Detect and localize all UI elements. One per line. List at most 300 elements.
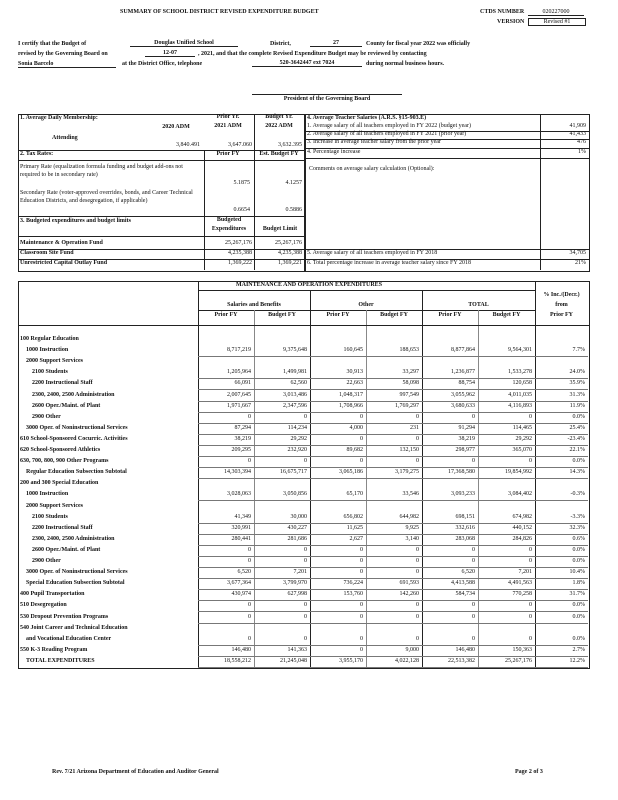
row-cell: 232,920 (287, 447, 307, 453)
cell-rule (535, 567, 588, 568)
cell-rule (422, 401, 478, 402)
cell-rule (310, 378, 366, 379)
cell-rule (254, 667, 310, 668)
cell-rule (478, 378, 535, 379)
cell-rule (478, 356, 535, 357)
row-cell: 691,593 (399, 580, 419, 587)
budgeted-header-2: Expenditures (211, 226, 247, 232)
divider (304, 158, 589, 159)
secondary-rate-est: 0.5886 (285, 207, 302, 213)
cell-rule (535, 389, 588, 390)
cell-rule (310, 623, 366, 624)
row-cell: 1,769,297 (395, 402, 419, 409)
cell-rule (478, 434, 535, 435)
row-cell: 0 (472, 558, 475, 564)
cell-rule (254, 645, 310, 646)
row-label: 540 Joint Career and Technical Education (20, 624, 128, 631)
cell-rule (198, 456, 254, 457)
adm-section-title: 1. Average Daily Membership: (20, 115, 98, 121)
row-cell: 656,802 (343, 513, 363, 520)
row-cell: 3,055,962 (451, 391, 475, 398)
row-cell: 0.0% (572, 635, 585, 642)
cell-rule (366, 356, 422, 357)
cell-rule (310, 467, 366, 468)
row-cell: 2,627 (349, 535, 363, 542)
row-label: 620 School-Sponsored Athletics (20, 447, 101, 453)
cell-rule (310, 589, 366, 590)
row-cell: 3,140 (405, 535, 419, 542)
row-cell: 0.0% (572, 602, 585, 609)
row-cell: 11.9% (569, 402, 585, 409)
divider (18, 216, 305, 217)
capital-fund-exp: 1,369,222 (228, 260, 252, 266)
cert-text-2b: , 2021, and that the complete Revised Expenditure Budget may be reviewed by contacting (198, 51, 427, 57)
pct-header-3: Prior FY (549, 312, 574, 318)
cell-rule (366, 534, 422, 535)
cell-rule (310, 401, 366, 402)
divider (18, 325, 589, 326)
cell-rule (535, 456, 588, 457)
secondary-rate-prior: 0.6654 (233, 207, 250, 213)
cell-rule (366, 423, 422, 424)
adm-2021-value: 3,647.060 (228, 142, 252, 148)
row-label: 2100 Students (32, 369, 68, 376)
total-group-header: TOTAL (468, 302, 489, 308)
row-cell: 280,441 (231, 535, 251, 542)
cell-rule (254, 567, 310, 568)
row-cell: 29,292 (515, 435, 532, 442)
budget-section-title: 3. Budgeted expenditures and budget limits (20, 218, 131, 224)
cell-rule (366, 667, 422, 668)
primary-rate-est: 4.1257 (285, 180, 302, 186)
row-label: 2900 Other (32, 413, 61, 420)
row-cell: 0.0% (572, 458, 585, 465)
row-cell: 4,022,128 (395, 657, 419, 664)
cell-rule (478, 523, 535, 524)
row-cell: 0 (529, 613, 532, 620)
row-label: 3000 Oper. of Noninstructional Services (26, 424, 128, 431)
row-cell: 30,000 (290, 513, 307, 520)
cell-rule (310, 356, 366, 357)
adm-prior-header-1: Prior Yr. (216, 114, 240, 120)
cell-rule (535, 556, 588, 557)
row-label: Special Education Subsection Subtotal (26, 580, 125, 587)
row-cell: 1,205,964 (227, 369, 251, 376)
cell-rule (366, 389, 422, 390)
row-cell: 0 (529, 458, 532, 465)
oth-budget-header: Budget FY (380, 312, 408, 318)
row-cell: 0 (360, 569, 363, 576)
cell-rule (310, 434, 366, 435)
row-cell: 3,680,633 (451, 402, 475, 409)
divider (18, 236, 305, 237)
cert-text-3a: at the District Office, telephone (122, 61, 203, 67)
cell-rule (478, 667, 535, 668)
row-cell: 365,070 (512, 447, 532, 453)
row-cell: 25.4% (569, 424, 585, 431)
row-cell: 150,363 (512, 646, 532, 653)
cell-rule (478, 578, 535, 579)
row-cell: 31.3% (569, 391, 585, 398)
cell-rule (310, 389, 366, 390)
adm-prior-header-2: 2021 ADM (214, 123, 242, 129)
row-cell: 0 (472, 413, 475, 420)
salary-section-title: 4. Average Teacher Salaries (A.R.S. §15-903.E) (307, 115, 427, 121)
cell-rule (422, 534, 478, 535)
salary-row-2: 2. Average salary of all teachers employed in FY 2021 (prior year) (307, 131, 467, 137)
cell-rule (310, 578, 366, 579)
cert-text-1c: County for fiscal year 2022 was officially (366, 41, 471, 47)
tot-prior-header: Prior FY (438, 312, 462, 318)
divider (198, 290, 535, 291)
cell-rule (254, 600, 310, 601)
row-cell: 4,116,893 (508, 402, 532, 409)
sal-prior-header: Prior FY (214, 312, 238, 318)
cell-rule (366, 623, 422, 624)
row-cell: 0 (360, 602, 363, 609)
cell-rule (198, 545, 254, 546)
row-label: 2200 Instructional Staff (32, 524, 93, 531)
cell-rule (310, 600, 366, 601)
cell-rule (310, 645, 366, 646)
cell-rule (198, 556, 254, 557)
cell-rule (198, 645, 254, 646)
cell-rule (366, 478, 422, 479)
row-cell: 0.0% (572, 413, 585, 420)
row-label: 630, 700, 800, 900 Other Programs (20, 458, 109, 465)
row-cell: 19,854,992 (505, 469, 532, 476)
revision-date: 12-07 (145, 50, 195, 57)
cell-rule (366, 556, 422, 557)
cell-rule (198, 467, 254, 468)
row-cell: 160,645 (343, 347, 363, 354)
cell-rule (254, 478, 310, 479)
row-label: 510 Desegregation (20, 602, 67, 609)
cell-rule (366, 589, 422, 590)
row-cell: 4,011,035 (508, 391, 532, 398)
cell-rule (310, 611, 366, 612)
cell-rule (366, 567, 422, 568)
row-cell: 8,877,864 (451, 347, 475, 354)
cell-rule (535, 578, 588, 579)
row-cell: 2,007,645 (227, 391, 251, 398)
version-label: VERSION (497, 19, 525, 25)
row-cell: 7.7% (572, 347, 585, 354)
row-cell: 3,013,486 (283, 391, 307, 398)
cell-rule (422, 356, 478, 357)
row-cell: 0 (416, 546, 419, 553)
capital-fund-limit: 1,369,221 (278, 260, 302, 266)
cell-rule (254, 611, 310, 612)
cell-rule (422, 378, 478, 379)
cell-rule (198, 378, 254, 379)
salary-row-4: 4. Percentage increase (307, 149, 361, 155)
row-cell: 153,760 (343, 591, 363, 598)
row-cell: 9,925 (405, 524, 419, 531)
row-cell: 284,826 (512, 535, 532, 542)
cell-rule (198, 412, 254, 413)
cell-rule (198, 445, 254, 446)
cell-rule (422, 545, 478, 546)
oth-prior-header: Prior FY (326, 312, 350, 318)
adm-2020-value: 3,840.491 (176, 142, 200, 148)
cell-rule (422, 500, 478, 501)
sal-budget-header: Budget FY (268, 312, 296, 318)
salary-value-1: 41,909 (569, 123, 586, 129)
cell-rule (535, 600, 588, 601)
adm-2020-header: 2020 ADM (162, 124, 190, 130)
salary-value-6: 21% (575, 260, 586, 266)
pct-header-2: from (555, 302, 568, 308)
version-value: Revised #1 (528, 18, 586, 26)
row-label: and Vocational Education Center (26, 635, 112, 642)
cell-rule (310, 545, 366, 546)
cell-rule (535, 467, 588, 468)
row-cell: 0 (360, 435, 363, 442)
cell-rule (422, 523, 478, 524)
cell-rule (310, 567, 366, 568)
cell-rule (478, 556, 535, 557)
row-cell: 65,170 (346, 491, 363, 498)
cell-rule (254, 445, 310, 446)
row-cell: 3,179,275 (395, 469, 419, 476)
row-cell: 430,227 (287, 524, 307, 531)
cell-rule (366, 600, 422, 601)
row-cell: 87,294 (234, 424, 251, 431)
row-cell: 66,091 (234, 380, 251, 387)
row-cell: 0 (416, 413, 419, 420)
tax-prior-header: Prior FY (216, 151, 240, 157)
row-label: 2200 Instructional Staff (32, 380, 93, 387)
row-cell: 22,663 (346, 380, 363, 387)
cell-rule (366, 656, 422, 657)
cell-rule (535, 667, 588, 668)
row-cell: 114,234 (287, 424, 307, 431)
row-cell: 0 (304, 602, 307, 609)
row-label: 2600 Oper./Maint. of Plant (32, 402, 101, 409)
cell-rule (366, 523, 422, 524)
cell-rule (254, 534, 310, 535)
row-cell: 0 (360, 558, 363, 564)
district-name: Douglas Unified School (130, 40, 238, 47)
row-cell: 0 (248, 558, 251, 564)
cell-rule (366, 412, 422, 413)
row-cell: 17,368,580 (448, 469, 475, 476)
row-cell: 12.2% (569, 657, 585, 664)
salary-row-6: 6. Total percentage increase in average teacher salary since FY 2018 (307, 260, 472, 266)
row-cell: 0 (248, 546, 251, 553)
cell-rule (198, 389, 254, 390)
row-cell: 1,499,981 (283, 369, 307, 376)
row-cell: 30,913 (346, 369, 363, 376)
budgeted-header-1: Budgeted (216, 217, 242, 223)
primary-rate-prior: 5.1875 (233, 180, 250, 186)
cell-rule (422, 412, 478, 413)
row-cell: 0 (248, 613, 251, 620)
row-cell: 0 (529, 546, 532, 553)
cell-rule (198, 656, 254, 657)
cert-text-1a: I certify that the Budget of (18, 41, 87, 47)
row-cell: 1,048,317 (339, 391, 363, 398)
cell-rule (366, 456, 422, 457)
cell-rule (198, 401, 254, 402)
row-cell: 3,799,970 (283, 580, 307, 587)
row-cell: 0 (360, 413, 363, 420)
cell-rule (478, 589, 535, 590)
cell-rule (198, 578, 254, 579)
row-cell: 0 (360, 546, 363, 553)
row-cell: 2.7% (572, 646, 585, 653)
tax-est-header: Est. Budget FY (259, 151, 299, 157)
cell-rule (535, 478, 588, 479)
row-label: TOTAL EXPENDITURES (26, 657, 95, 664)
cell-rule (254, 656, 310, 657)
cell-rule (310, 423, 366, 424)
row-cell: 31.7% (569, 591, 585, 598)
row-cell: 3,065,186 (339, 469, 363, 476)
cell-rule (478, 623, 535, 624)
county-number: 27 (310, 40, 362, 47)
row-cell: 0 (304, 613, 307, 620)
row-cell: 114,465 (512, 424, 532, 431)
cell-rule (310, 456, 366, 457)
cell-rule (535, 545, 588, 546)
row-cell: 25,267,176 (505, 657, 532, 664)
row-cell: 3,677,364 (227, 580, 251, 587)
cell-rule (254, 500, 310, 501)
row-cell: 644,982 (399, 513, 419, 520)
row-cell: 997,549 (399, 391, 419, 398)
row-cell: 4,413,588 (451, 580, 475, 587)
cell-rule (422, 456, 478, 457)
cell-rule (478, 500, 535, 501)
row-cell: 146,480 (231, 646, 251, 653)
row-cell: 4,000 (349, 424, 363, 431)
row-cell: 10.4% (569, 569, 585, 576)
cell-rule (422, 645, 478, 646)
primary-rate-label: Primary Rate (equalization formula funding and budget add-ons not required to be in secondary rate) (20, 164, 183, 178)
cell-rule (535, 423, 588, 424)
cell-rule (422, 589, 478, 590)
cell-rule (254, 423, 310, 424)
cell-rule (478, 567, 535, 568)
row-cell: 0 (360, 646, 363, 653)
cell-rule (366, 445, 422, 446)
cell-rule (478, 534, 535, 535)
row-cell: 18,558,212 (224, 657, 251, 664)
cell-rule (478, 656, 535, 657)
cell-rule (422, 434, 478, 435)
row-cell: 132,150 (399, 447, 419, 453)
cell-rule (535, 534, 588, 535)
cell-rule (310, 523, 366, 524)
row-cell: 9,564,301 (508, 347, 532, 354)
row-cell: 440,152 (512, 524, 532, 531)
cell-rule (366, 645, 422, 646)
salary-comments-label: Comments on average salary calculation (Optional): (309, 166, 435, 172)
row-cell: 0 (529, 558, 532, 564)
ctds-number: 020227000 (528, 9, 584, 16)
row-cell: 0 (529, 602, 532, 609)
cell-rule (198, 423, 254, 424)
cell-rule (422, 478, 478, 479)
cell-rule (422, 667, 478, 668)
salary-row-5: 5. Average salary of all teachers employed in FY 2018 (307, 250, 438, 256)
row-cell: 3,084,402 (508, 491, 532, 498)
cell-rule (310, 500, 366, 501)
row-cell: 0 (416, 435, 419, 442)
cell-rule (366, 611, 422, 612)
cell-rule (366, 401, 422, 402)
president-label: President of the Governing Board (283, 96, 371, 102)
row-cell: 2,347,596 (283, 402, 307, 409)
row-label: 550 K-3 Reading Program (20, 646, 88, 653)
row-cell: -0.3% (570, 491, 585, 498)
cell-rule (535, 500, 588, 501)
row-cell: 0 (304, 558, 307, 564)
row-cell: 33,546 (402, 491, 419, 498)
cell-rule (535, 434, 588, 435)
row-label: 400 Pupil Transportation (20, 591, 85, 598)
row-cell: 21,245,048 (280, 657, 307, 664)
salary-row-3: 3. Increase in average teacher salary from the prior year (307, 139, 441, 145)
row-label: 610 School-Sponsored Cocurric. Activities (20, 435, 128, 442)
cell-rule (535, 623, 588, 624)
cell-rule (254, 412, 310, 413)
row-cell: 209,295 (231, 447, 251, 453)
cell-rule (478, 445, 535, 446)
row-label: 1000 Instruction (26, 491, 69, 498)
row-cell: 0 (472, 602, 475, 609)
row-cell: 0 (472, 635, 475, 642)
classroom-fund-label: Classroom Site Fund (20, 250, 74, 256)
cell-rule (478, 412, 535, 413)
row-label: 2100 Students (32, 513, 68, 520)
row-cell: 16,675,717 (280, 469, 307, 476)
row-label: 3000 Oper. of Noninstructional Services (26, 569, 128, 576)
row-label: 2000 Support Services (26, 502, 83, 509)
cell-rule (478, 478, 535, 479)
row-cell: 770,258 (512, 591, 532, 598)
cell-rule (198, 611, 254, 612)
row-cell: 9,000 (405, 646, 419, 653)
cell-rule (422, 467, 478, 468)
row-cell: 7,201 (293, 569, 307, 576)
contact-name: Sonia Barcelo (18, 61, 116, 68)
cell-rule (310, 534, 366, 535)
cell-rule (422, 556, 478, 557)
mo-fund-exp: 25,267,176 (225, 240, 252, 246)
mo-fund-label: Maintenance & Operation Fund (20, 240, 103, 246)
row-cell: 674,982 (512, 513, 532, 520)
cell-rule (198, 567, 254, 568)
cell-rule (366, 378, 422, 379)
mo-table-title: MAINTENANCE AND OPERATION EXPENDITURES (235, 282, 383, 288)
pct-header-1: % Inc./(Decr.) (543, 292, 580, 298)
cell-rule (254, 389, 310, 390)
row-cell: 3,093,233 (451, 491, 475, 498)
row-cell: 0 (248, 602, 251, 609)
cell-rule (254, 401, 310, 402)
cell-rule (535, 401, 588, 402)
row-cell: 62,560 (290, 380, 307, 387)
cell-rule (366, 434, 422, 435)
cell-rule (254, 589, 310, 590)
row-cell: 1.8% (572, 580, 585, 587)
row-cell: 584,734 (455, 591, 475, 598)
row-cell: 142,260 (399, 591, 419, 598)
row-cell: 0.0% (572, 613, 585, 620)
